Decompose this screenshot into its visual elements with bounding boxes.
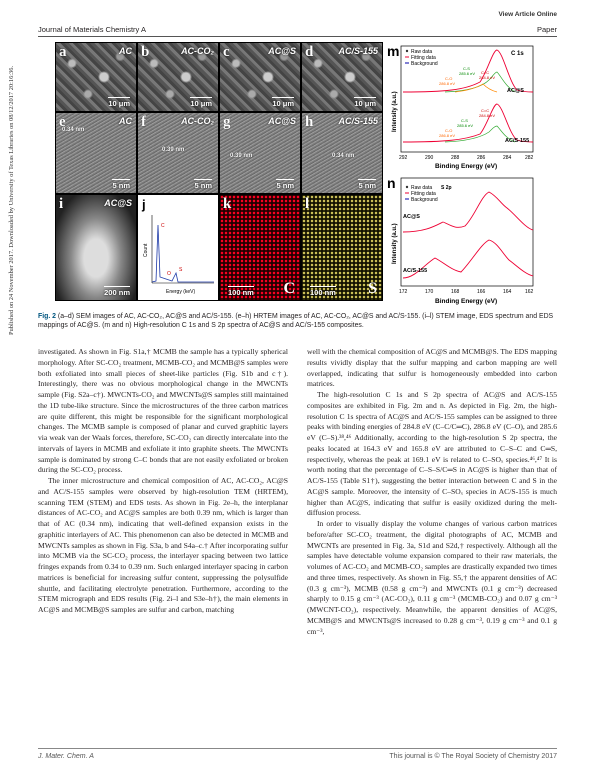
xtick: 288 — [451, 155, 460, 161]
xtick: 284 — [503, 155, 512, 161]
ylabel: Intensity (a.u.) — [392, 91, 398, 132]
peak-energy-cc-top: 284.8 eV — [479, 75, 496, 80]
panel-label: j — [142, 197, 146, 212]
figure-2 — [55, 42, 537, 305]
panel-a — [55, 42, 137, 112]
sample-tag: AC — [119, 116, 132, 126]
paragraph: The inner microstructure and chemical composition of AC, AC-CO₂, AC@S and AC/S-155 samples were observed by high-resolution TEM (HRTEM), scanning TEM (STEM) and EDS tests. As shown in Fig. 2e–h, the interplanar distances of AC-CO₂ and AC@S samples are both 0.39 nm, which is larger than that of AC (0.34 nm), indicating that well-defined expansion exists in the graphitic interlayers of AC. This phenomenon can also be detected in MCMB and MWCNTs samples as shown in Fig. S3a, b and S4a–c.† After incorporating sulfur into MCMB via the SC-CO₂ process, the interlayer spacing between two lattice fringes expands from 0.34 to 0.39 nm. Such enlarged interlayer spacing in carbon matrices is beneficial for increasing sulfur content, suppressing the polysulfide shuttle, and facilitating electrolyte penetration. Furthermore, according to the STEM micrograph and EDS results (Fig. 2i–l and S3e–h†), the main elements in AC@S and MCMB@S samples are sulfur and carbon, matching — [38, 476, 288, 614]
sample-tag: AC@S — [268, 46, 296, 56]
xtick: 164 — [503, 289, 512, 295]
peak-label-cc-bottom: C=C — [481, 108, 490, 113]
panel-label: d — [305, 44, 314, 60]
panel-label: f — [141, 114, 146, 130]
journal-name: Journal of Materials Chemistry A — [38, 25, 146, 34]
spectrum-title: C 1s — [511, 51, 524, 57]
peak-label-cc-top: C=C — [481, 70, 490, 75]
x-ticks-m — [399, 155, 534, 161]
legend-fit: Fitting data — [411, 191, 436, 197]
panel-g — [219, 112, 301, 194]
element-label: S — [368, 280, 377, 297]
panel-f — [137, 112, 219, 194]
paragraph: investigated. As shown in Fig. S1a,† MCMB the sample has a typically spherical morphology. After SC-CO₂ treatment, MCMB-CO₂ and MCMB@S samples were both exfoliated into small pieces of sheet-like particles (Fig. S1b and c†). Interestingly, there was no obvious morphological change in the MWCNTs sample (Fig. S2a–c†). MWCNTs-CO₂ and MWCNTs@S samples still maintained the 1D tube-like structure. Since the microstructures of the three carbon matrices are quite different, this might be responsible for the significant morphological changes. The MCMB sample is composed of planar and curved graphitic layers via weak van der Waals forces, therefore, SC-CO₂ can directly intercalate into the intervals of layers in MCMB and exfoliate it into graphite sheets. The MWCNTs sample is dominated by strong C–C bonds that are not easily exfoliated or broken during the SC-CO₂ process. — [38, 347, 288, 475]
legend-raw: Raw data — [411, 185, 433, 191]
eds-ylabel: Count — [143, 243, 149, 257]
lattice-spacing: 0.39 nm — [162, 147, 185, 153]
scale-bar: 10 μm — [272, 99, 294, 108]
body-column-right — [307, 347, 557, 637]
scale-bar: 5 nm — [112, 181, 130, 190]
panel-d — [301, 42, 383, 112]
peak-energy-co-top: 286.8 eV — [439, 81, 456, 86]
peak-energy-cc-bottom: 284.8 eV — [479, 113, 496, 118]
scale-bar: 5 nm — [276, 181, 294, 190]
xlabel: Binding Energy (eV) — [435, 298, 498, 305]
scale-bar: 100 nm — [310, 288, 336, 297]
peak-energy-co-bottom: 286.8 eV — [439, 133, 456, 138]
element-label: C — [283, 280, 295, 297]
peak-label-co-top: C-O — [445, 76, 453, 81]
ylabel: Intensity (a.u.) — [392, 223, 398, 264]
xtick: 162 — [525, 289, 534, 295]
panel-label: l — [305, 196, 310, 212]
paragraph: The high-resolution C 1s and S 2p spectra of AC@S and AC/S-155 composites are exhibited in Fig. 2m and n. As depicted in Fig. 2m, the high-resolution C 1s spectra of AC@S and AC/S-155 samples can be assigned to three peaks with binding energies of 284.8 eV (C–C/C═C), 286.8 eV (C–O), and 285.6 eV (C–S).³⁸,⁴⁶ Additionally, according to the high-resolution S 2p spectra, the peaks located at 164.3 eV and 165.8 eV are attributed to C–S–C and C═S, respectively, whereas the peak at 169.1 eV is related to C–SOₓ species.⁴⁶,⁴⁷ It is worth noting that the percentage of C–S–S/C═S in AC@S is higher than that of AC/S-155 (Table S1†), suggesting the better interaction between C and S in the AC@S sample. Moreover, the intensity of C–SOₓ species in AC/S-155 is much higher than AC@S, indicating that sulfur is easily oxidized during the melt-diffusion process. — [307, 390, 557, 518]
panel-b — [137, 42, 219, 112]
eds-spectrum — [138, 195, 218, 300]
xtick: 292 — [399, 155, 408, 161]
sample-tag: AC/S-155 — [338, 116, 378, 126]
sample-tag: AC-CO₂ — [181, 46, 214, 56]
xtick: 290 — [425, 155, 434, 161]
legend-marker-raw — [406, 186, 408, 188]
scale-bar: 200 nm — [104, 288, 130, 297]
panel-label: e — [59, 114, 66, 130]
spectrum-s2p — [385, 174, 537, 305]
sample-tag: AC@S — [268, 116, 296, 126]
panel-e — [55, 112, 137, 194]
download-watermark-text: Published on 24 November 2017. Downloaded by University of Texas Libraries on 08/12/2017 20:16:36. — [8, 65, 15, 335]
sample-tag: AC — [119, 46, 132, 56]
sample-acs155: AC/S-155 — [505, 138, 530, 144]
panel-c — [219, 42, 301, 112]
eds-xlabel: Energy (keV) — [166, 289, 196, 295]
spectrum-title: S 2p — [441, 185, 452, 191]
header-rule — [38, 36, 557, 37]
view-article-online-link[interactable]: View Article Online — [498, 11, 557, 18]
panel-label: k — [223, 196, 232, 212]
peak-label-cs-top: C-S — [463, 66, 470, 71]
lattice-spacing: 0.34 nm — [332, 153, 355, 159]
panel-i — [55, 194, 137, 301]
panel-label: g — [223, 114, 231, 130]
xtick: 168 — [451, 289, 460, 295]
footer-copyright: This journal is © The Royal Society of Chemistry 2017 — [389, 753, 557, 760]
scale-bar: 5 nm — [358, 181, 376, 190]
xlabel: Binding Energy (eV) — [435, 163, 498, 170]
eds-peak-s: S — [179, 267, 183, 273]
lattice-spacing: 0.39 nm — [230, 153, 253, 159]
scale-bar: 5 nm — [194, 181, 212, 190]
panel-label: m — [387, 43, 400, 59]
xtick: 166 — [477, 289, 486, 295]
footer-rule — [38, 748, 557, 749]
panel-label: h — [305, 114, 314, 130]
xtick: 170 — [425, 289, 434, 295]
x-ticks-n — [399, 289, 534, 295]
sample-tag: AC/S-155 — [338, 46, 378, 56]
panel-k — [219, 194, 301, 301]
xtick: 172 — [399, 289, 408, 295]
sample-tag: AC@S — [104, 198, 132, 208]
panel-label: c — [223, 44, 230, 60]
body-column-left — [38, 347, 288, 616]
caption-text: (a–d) SEM images of AC, AC-CO₂, AC@S and AC/S-155. (e–h) HRTEM images of AC, AC-CO₂, AC@S and AC/S-155. (i–l) STEM image, EDS spectrum and EDS mappings of AC@S. (m and n) High-resolution C 1s and S 2p spectra of AC@S and AC/S-155 composites. — [38, 313, 554, 330]
peak-energy-cs-bottom: 285.6 eV — [457, 123, 474, 128]
scale-bar: 100 nm — [228, 288, 254, 297]
lattice-spacing: 0.34 nm — [62, 127, 85, 133]
paragraph: well with the chemical composition of AC@S and MCMB@S. The EDS mapping results vividly display that the sulfur mapping and carbon mapping are well overlapped, indicating that sulfur is homogeneously embedded into carbon matrices. — [307, 347, 557, 389]
legend-bg: Background — [411, 197, 438, 203]
eds-trace — [152, 225, 214, 282]
caption-label: Fig. 2 — [38, 313, 56, 320]
legend-raw: Raw data — [411, 49, 433, 55]
panel-h — [301, 112, 383, 194]
panel-label: n — [387, 175, 396, 191]
legend-bg: Background — [411, 61, 438, 67]
section-label: Paper — [536, 25, 557, 34]
panel-j — [137, 194, 219, 301]
sample-acs: AC@S — [507, 88, 524, 94]
xtick: 282 — [525, 155, 534, 161]
scale-bar: 10 μm — [108, 99, 130, 108]
scale-bar: 10 μm — [354, 99, 376, 108]
sample-acs: AC@S — [403, 214, 420, 220]
panel-label: b — [141, 44, 150, 60]
panel-label: i — [59, 196, 64, 212]
download-watermark — [8, 35, 18, 335]
scale-bar: 10 μm — [190, 99, 212, 108]
eds-peak-c: C — [161, 223, 165, 229]
peak-label-cs-bottom: C-S — [461, 118, 468, 123]
eds-peak-o: O — [167, 271, 171, 277]
sample-acs155: AC/S-155 — [403, 268, 428, 274]
peak-energy-cs-top: 285.6 eV — [459, 71, 476, 76]
sample-tag: AC-CO₂ — [181, 116, 214, 126]
paragraph: In order to visually display the volume changes of various carbon matrices before/after SC-CO₂ treatment, the digital photographs of AC, MCMB and MWCNTs are presented in Fig. 3a, S1d and S2d,† respectively. Although all the samples have detectable volume expansion compared to their raw materials, the volumes of AC-CO₂ and MCMB-CO₂ samples are drastically expanded two times and three times, respectively. As shown in Fig. S5,† the apparent densities of AC (0.3 g cm⁻³), MCMB (0.58 g cm⁻³) and MWCNTs (0.1 g cm⁻³) decreased sharply to 0.15 g cm⁻³ (AC-CO₂), 0.11 g cm⁻³ (MCMB-CO₂) and 0.07 g cm⁻³ (MWCNT-CO₂), respectively. Meanwhile, the apparent densities of AC@S, MCMB@S and MWCNTs@S increased to 0.28 g cm⁻³, 0.19 g cm⁻³ and 0.1 g cm⁻³, — [307, 519, 557, 636]
footer-journal: J. Mater. Chem. A — [38, 753, 94, 760]
legend-fit: Fitting data — [411, 55, 436, 61]
peak-label-co-bottom: C-O — [445, 128, 453, 133]
legend-marker-raw — [406, 50, 408, 52]
spectrum-c1s — [385, 42, 537, 170]
figure-caption — [38, 312, 557, 331]
panel-label: a — [59, 44, 67, 60]
xtick: 286 — [477, 155, 486, 161]
panel-l — [301, 194, 383, 301]
